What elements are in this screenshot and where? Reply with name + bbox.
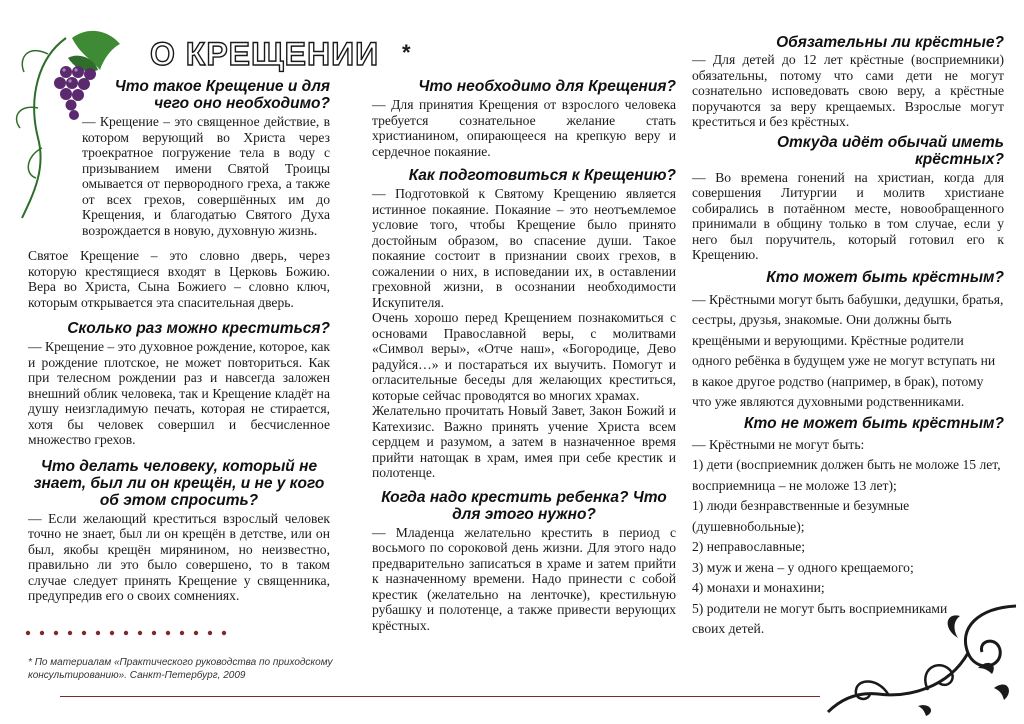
page-title: О КРЕЩЕНИИ	[150, 36, 380, 72]
heading-how-many-times: Сколько раз можно креститься?	[67, 320, 330, 337]
title-footnote-mark: *	[402, 40, 411, 65]
heading-how-to-prepare: Как подготовиться к Крещению?	[408, 167, 676, 184]
paragraph: — Крёстными могут быть бабушки, дедушки, братья, сестры, друзья, знакомые. Они должны быть крещёными и верующими. Крёстные родители одного ребёнка в будущем уже не могут вступать ни в какое другое родство (например, в брак), потому что уже являются духовными родственниками.	[692, 291, 1004, 409]
column-3	[692, 34, 1004, 640]
paragraph: Очень хорошо перед Крещением познакомиться с основами Православной веры, с молитвами «Символ веры», «Отче наш», «Богородице, Дево радуйся…» и постараться их выучить. Помогут и огласительные беседы для желающих креститься, которые сейчас проводятся во многих храмах.	[372, 310, 676, 403]
list-item: 2) неправославные;	[692, 539, 806, 554]
heading-who-can-be-godparent: Кто может быть крёстным?	[766, 268, 1004, 286]
list-item: 4) монахи и монахини;	[692, 580, 825, 595]
heading-who-cannot-be-godparent: Кто не может быть крёстным?	[743, 414, 1004, 432]
paragraph: — Во времена гонений на христиан, когда для совершения Литургии и молитв христиане собирались в потаённом месте, новообращенного принимали в общину только в том случае, если у него был поручитель, который готовил его к Крещению.	[692, 169, 1004, 262]
dotted-divider	[24, 628, 244, 638]
paragraph: — Крещение – это священное действие, в котором верующий во Христа через троекратное погружение тела в воду с призыванием имени Святой Троицы омывается от первородного греха, а также от всех грехов, совершённых им до Крещения, и благодатью Святого Духа возрождается в новую, духовную жизнь.	[82, 114, 330, 238]
heading-child-baptism: Когда надо крестить ребенка? Что для этого нужно?	[381, 488, 667, 523]
paragraph: — Для принятия Крещения от взрослого человека требуется сознательное желание стать христианином, опирающееся на крепкую веру и сердечное покаяние.	[372, 97, 676, 159]
footnote-mark: *	[28, 657, 32, 668]
paragraph: Святое Крещение – это словно дверь, через которую крестящиеся входят в Церковь Божию. Вера во Христа, Сына Божиего – словно ключ, которым открывается эта спасительная дверь.	[28, 248, 330, 310]
heading-what-is-baptism: Что такое Крещение и для чего оно необходимо?	[114, 78, 330, 112]
paragraph: — Если желающий креститься взрослый человек точно не знает, был ли он крещён в детстве, или он был, якобы крещён мирянином, но неизвестно, правильно ли это было совершено, то в таком случае следует принять Крещение у священника, предупредив его о своих сомнениях.	[28, 510, 330, 603]
heading-what-is-needed: Что необходимо для Крещения?	[418, 78, 676, 95]
heading-unknown-baptism: Что делать человеку, который не знает, был ли он крещён, и не у кого об этом спросить?	[33, 457, 325, 509]
heading-are-godparents-required: Обязательны ли крёстные?	[776, 34, 1004, 51]
heading-origin-of-custom: Откуда идёт обычай иметь крёстных?	[776, 133, 1004, 168]
paragraph: — Подготовкой к Святому Крещению является истинное покаяние. Покаяние – это неотъемлемое условие того, чтобы Крещение было принято достойным образом, во спасение души. Такое покаяние состоит в признании своих грехов, в сожалении о них, в исповедании их, в оставлении греховной жизни, в осознании необходимости Искупителя.	[372, 186, 676, 310]
footnote-text: По материалам «Практического руководства по приходскому консультированию». Санкт-Петербург, 2009	[28, 657, 333, 681]
swirl-ornament-icon	[818, 598, 1018, 718]
list-item: 1) дети (восприемник должен быть не моложе 15 лет, восприемница – не моложе 13 лет);	[692, 457, 1001, 493]
bottom-rule	[60, 696, 820, 697]
paragraph: — Крещение – это духовное рождение, которое, как и рождение плотское, не может повториться. Как при телесном рождении раз и навсегда заложен внешний облик человека, так и Крещение кладёт на душу неизгладимую печать, которая не стирается, хотя бы человек совершил и бесчисленное множество грехов.	[28, 339, 330, 447]
list-item: 5) родители не могут быть восприемниками своих детей.	[692, 600, 948, 636]
paragraph: — Младенца желательно крестить в период с восьмого по сороковой день жизни. Для этого надо предварительно записаться в храме и затем прийти к назначенному времени. Надо принести с собой крестик (желательно на ленточке), крестильную рубашку и полотенце, а также привести верующих крёстных.	[372, 524, 676, 633]
list-item: — Крёстными не могут быть:	[692, 436, 865, 452]
paragraph: Желательно прочитать Новый Завет, Закон Божий и Катехизис. Важно принять учение Христа всем сердцем и разумом, а затем в назначенное время прийти натощак в храм, имея при себе крестик и полотенце.	[372, 403, 676, 480]
paragraph: — Для детей до 12 лет крёстные (восприемники) обязательны, потому что сами дети не могут сознательно исповедовать свою веру, а крёстные поручаются за веру крещаемых. Взрослые могут креститься и без крёстных.	[692, 52, 1004, 129]
list-item: 1) люди безнравственные и безумные (душевнобольные);	[692, 498, 910, 534]
footnote	[28, 656, 358, 682]
column-1	[28, 78, 330, 604]
column-2	[372, 78, 676, 633]
list-item: 3) муж и жена – у одного крещаемого;	[692, 559, 914, 575]
